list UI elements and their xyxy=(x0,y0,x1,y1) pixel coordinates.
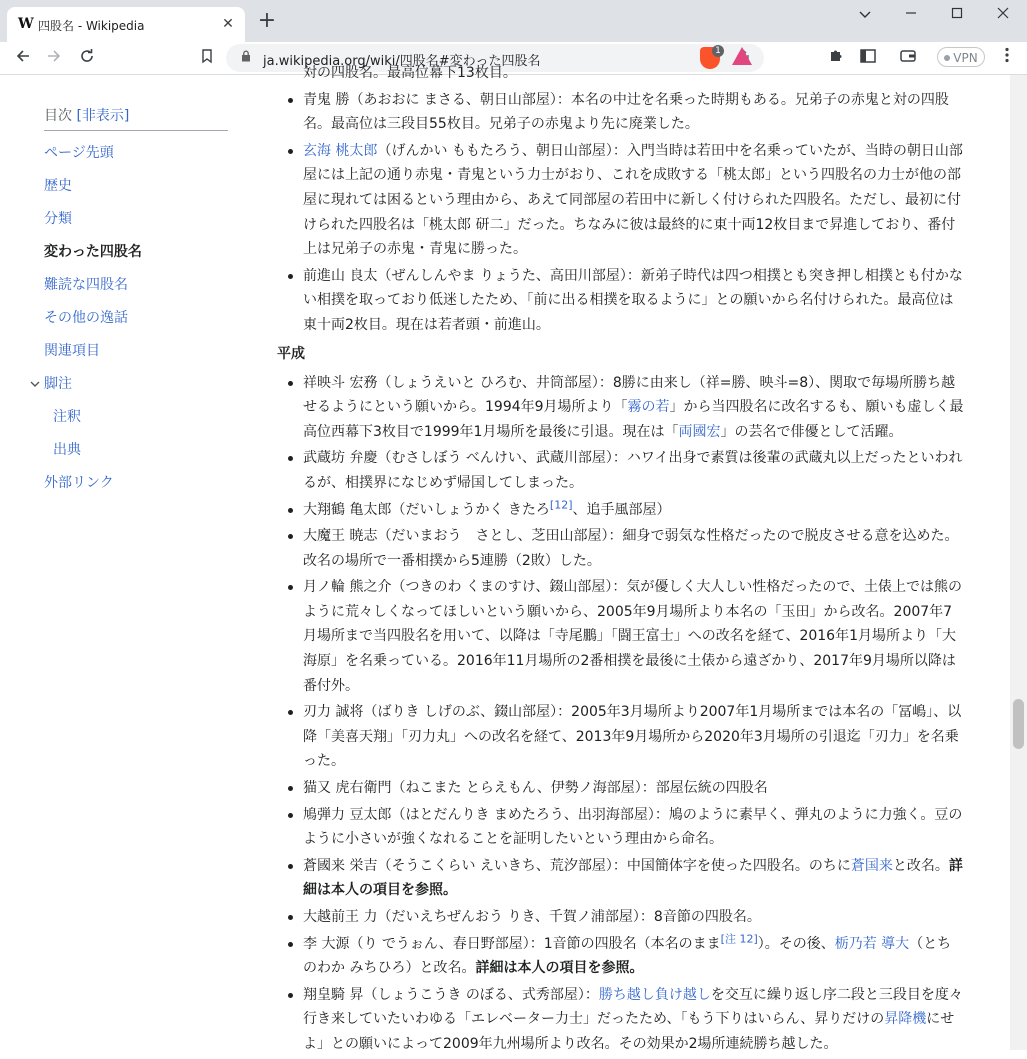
showa-list xyxy=(277,61,965,338)
wiki-link[interactable]: 蒼国来 xyxy=(850,857,893,874)
list-item xyxy=(303,983,965,1057)
list-item xyxy=(303,371,965,445)
menu-kebab-icon[interactable] xyxy=(995,46,1019,70)
minimize-window-icon[interactable] xyxy=(896,5,926,25)
tab-close-icon[interactable]: ✕ xyxy=(222,16,234,32)
wiki-link[interactable]: 両國宏 xyxy=(678,423,721,440)
toc-item-footnotes[interactable] xyxy=(44,368,228,401)
list-item xyxy=(303,932,965,981)
list-item-text: 対の四股名。最高位幕下13枚目。 xyxy=(303,65,517,81)
see-article-note: 詳細は本人の項目を参照。 xyxy=(475,960,644,977)
wiki-link[interactable]: 昇降機 xyxy=(884,1011,927,1028)
table-of-contents xyxy=(44,105,228,500)
vpn-label: VPN xyxy=(953,51,978,65)
list-item xyxy=(303,446,965,495)
list-item-text: 」の芸名で俳優として活躍。 xyxy=(720,423,903,440)
toc-item-footnotes-label: 脚注 xyxy=(44,376,72,392)
citation-ref[interactable]: [注 12] xyxy=(720,931,758,945)
list-item-text: 大魔王 暁志（だいまおう さとし、芝田山部屋）：細身で弱気な性格だったので脱皮させる意を込めた。改名の場所で一番相撲から5連勝（2敗）した。 xyxy=(303,528,959,569)
list-item xyxy=(303,139,965,262)
toc-item-external-links[interactable]: 外部リンク xyxy=(44,475,114,491)
wiki-link[interactable]: 勝ち越し負け越し xyxy=(598,986,711,1003)
list-item-text: 、追手風部屋） xyxy=(572,501,671,518)
new-tab-button[interactable]: + xyxy=(257,8,277,33)
heisei-list xyxy=(277,371,965,1057)
list-item-text: 大翔鶴 亀太郎（だいしょうかく きたろ xyxy=(303,501,550,518)
list-item xyxy=(303,524,965,573)
list-item-text: 武蔵坊 弁慶（むさしぼう べんけい、武蔵川部屋）：ハワイ出身で素質は後輩の武蔵丸以上だったといわれるが、相撲界になじめず帰国してしまった。 xyxy=(303,450,963,491)
list-item-text: と改名。 xyxy=(892,857,949,874)
list-item xyxy=(303,905,965,930)
list-item-text: にせよ」との願いによって2009年九州場所より改名。その効果か2場所連続勝ち越した。 xyxy=(303,1011,955,1052)
list-item xyxy=(303,264,965,338)
list-item-text: 前進山 良太（ぜんしんやま りょうた、高田川部屋）：新弟子時代は四つ相撲とも突き押し相撲とも付かない相撲を取っており低迷したため、「前に出る相撲を取るように」との願いから名付けられた。最高位は東十両2枚目。現在は若者頭・前進山。 xyxy=(303,267,963,333)
list-item xyxy=(303,88,965,137)
toc-item-other-anecdotes[interactable]: その他の逸話 xyxy=(44,310,128,326)
toc-item-classification[interactable]: 分類 xyxy=(44,211,72,227)
maximize-window-icon[interactable] xyxy=(942,5,972,25)
url-text[interactable]: ja.wikipedia.org/wiki/四股名#変わった四股名 xyxy=(263,54,541,69)
article-content xyxy=(277,61,965,1059)
list-item xyxy=(303,61,965,86)
tab-title: 四股名 - Wikipedia xyxy=(38,19,145,33)
toc-item-sources[interactable]: 出典 xyxy=(53,442,81,458)
toc-item-history[interactable]: 歴史 xyxy=(44,178,72,194)
close-window-icon[interactable] xyxy=(988,5,1018,25)
bookmark-icon[interactable] xyxy=(195,46,219,70)
tab-search-chevron-icon[interactable] xyxy=(850,5,880,25)
citation-ref[interactable]: [12] xyxy=(549,497,573,511)
list-item-text: （げんかい ももたろう、朝日山部屋）：入門当時は若田中を名乗っていたが、当時の朝日山部屋には上記の通り赤鬼・青鬼という力士がおり、これを成敗する「桃太郎」という四股名の力士が他の部屋に現れては困るという理由から、あえて同部屋の若田中に新しく付けられた四股名。ただし、最初に付けられた四股名は「桃太郎 研二」だった。ちなみに彼は最終的に東十両12枚目まで昇進しており、番付上は兄弟子の赤鬼・青鬼に勝った。 xyxy=(303,142,963,258)
list-item-text: 」から当四股名に改名するも、願いも虚しく最高位西幕下3枚目で1999年1月場所を最後に引退。現在は「 xyxy=(303,399,964,440)
list-item-text: 月ノ輪 熊之介（つきのわ くまのすけ、錣山部屋）：気が優しく大人しい性格だったので、土俵上では熊のように荒々しくなってほしいという願いから、2005年9月場所より本名の「玉田」から改名。2007年7月場所まで当四股名を用いて、以降は「寺尾鵬」「闘王富士」への改名を経て、2016年1月場所より「大海原」を名乗っている。2016年11月場所の2番相撲を最後に土俵から遠ざかり、2017年9月場所以降は番付外。 xyxy=(303,579,963,694)
wikipedia-favicon-icon: W xyxy=(18,16,34,32)
toc-header xyxy=(44,105,228,131)
toc-item-related[interactable]: 関連項目 xyxy=(44,343,100,359)
section-heading-heisei: 平成 xyxy=(277,345,305,362)
list-item xyxy=(303,803,965,852)
back-arrow-icon[interactable] xyxy=(11,46,35,70)
chevron-down-icon[interactable] xyxy=(30,368,44,401)
wiki-link[interactable]: 玄海 桃太郎 xyxy=(303,142,378,159)
browser-tab-active[interactable] xyxy=(7,7,245,42)
list-item-text: 李 大源（り でうぉん、春日野部屋）：1音節の四股名（本名のまま xyxy=(303,935,721,952)
list-item-text: 鳩弾力 豆太郎（はとだんりき まめたろう、出羽海部屋）：鳩のように素早く、弾丸のように力強く。豆のように小さいが強くなれることを証明したいという理由から命名。 xyxy=(303,806,963,848)
toc-item-unusual-names[interactable]: 変わった四股名 xyxy=(44,244,142,260)
forward-arrow-icon[interactable] xyxy=(42,46,66,70)
tab-strip xyxy=(0,0,1027,42)
see-article-note: 詳細は本人の項目を参照。 xyxy=(303,857,963,899)
list-item-text: 青鬼 勝（あおおに まさる、朝日山部屋）：本名の中辻を名乗った時期もある。兄弟子の赤鬼と対の四股名。最高位は三段目55枚目。兄弟子の赤鬼より先に廃業した。 xyxy=(303,91,949,133)
toc-item-difficult-names[interactable]: 難読な四股名 xyxy=(44,277,128,293)
scrollbar-thumb[interactable] xyxy=(1013,699,1024,749)
list-item-text: を交互に繰り返し序二段と三段目を度々行き来していたいわゆる「エレベーター力士」だったため、「もう下りはいらん、昇りだけの xyxy=(303,986,963,1028)
toc-hide-link[interactable]: [非表示] xyxy=(76,108,130,124)
page-scrollbar[interactable] xyxy=(1010,75,1027,1050)
list-item xyxy=(303,700,965,774)
list-item xyxy=(303,575,965,698)
page-viewport xyxy=(0,65,1010,1052)
list-item-text: 蒼國来 栄吉（そうこくらい えいきち、荒汐部屋）：中国簡体字を使った四股名。のちに xyxy=(303,857,851,874)
list-item xyxy=(303,854,965,903)
list-item-text: 刃力 誠将（ばりき しげのぶ、錣山部屋）：2005年3月場所より2007年1月場所までは本名の「冨嶋」、以降「美喜天翔」「刃力丸」への改名を経て、2013年9月場所から2020年3月場所の引退迄「刃力」を名乗った。 xyxy=(303,704,962,770)
shields-count-badge: 1 xyxy=(712,45,724,57)
list-item-text: ）。その後、 xyxy=(757,935,835,952)
list-item xyxy=(303,776,965,801)
list-item-text: 祥映斗 宏務（しょうえいと ひろむ、井筒部屋）：8勝に由来し（祥=勝、映斗=8）、関取で毎場所勝ち越せるようにという願いから。1994年9月場所より「 xyxy=(303,374,956,416)
toc-title: 目次 xyxy=(44,108,72,124)
wiki-link[interactable]: 霧の若 xyxy=(627,399,670,416)
list-item xyxy=(303,498,965,523)
toc-item-notes[interactable]: 注釈 xyxy=(53,409,81,425)
list-item-text: 猫又 虎右衛門（ねこまた とらえもん、伊勢ノ海部屋）：部屋伝統の四股名 xyxy=(303,780,768,797)
reload-icon[interactable] xyxy=(75,46,99,70)
list-item-text: 大越前王 力（だいえちぜんおう りき、千賀ノ浦部屋）：8音節の四股名。 xyxy=(303,909,761,925)
toc-item-page-top[interactable]: ページ先頭 xyxy=(44,145,114,161)
lock-icon[interactable] xyxy=(238,50,254,66)
wiki-link[interactable]: 栃乃若 導大 xyxy=(834,935,910,952)
list-item-text: （とちのわか みちひろ）と改名。 xyxy=(303,935,952,977)
list-item-text: 翔皇騎 昇（しょうこうき のぼる、式秀部屋）： xyxy=(303,986,599,1003)
